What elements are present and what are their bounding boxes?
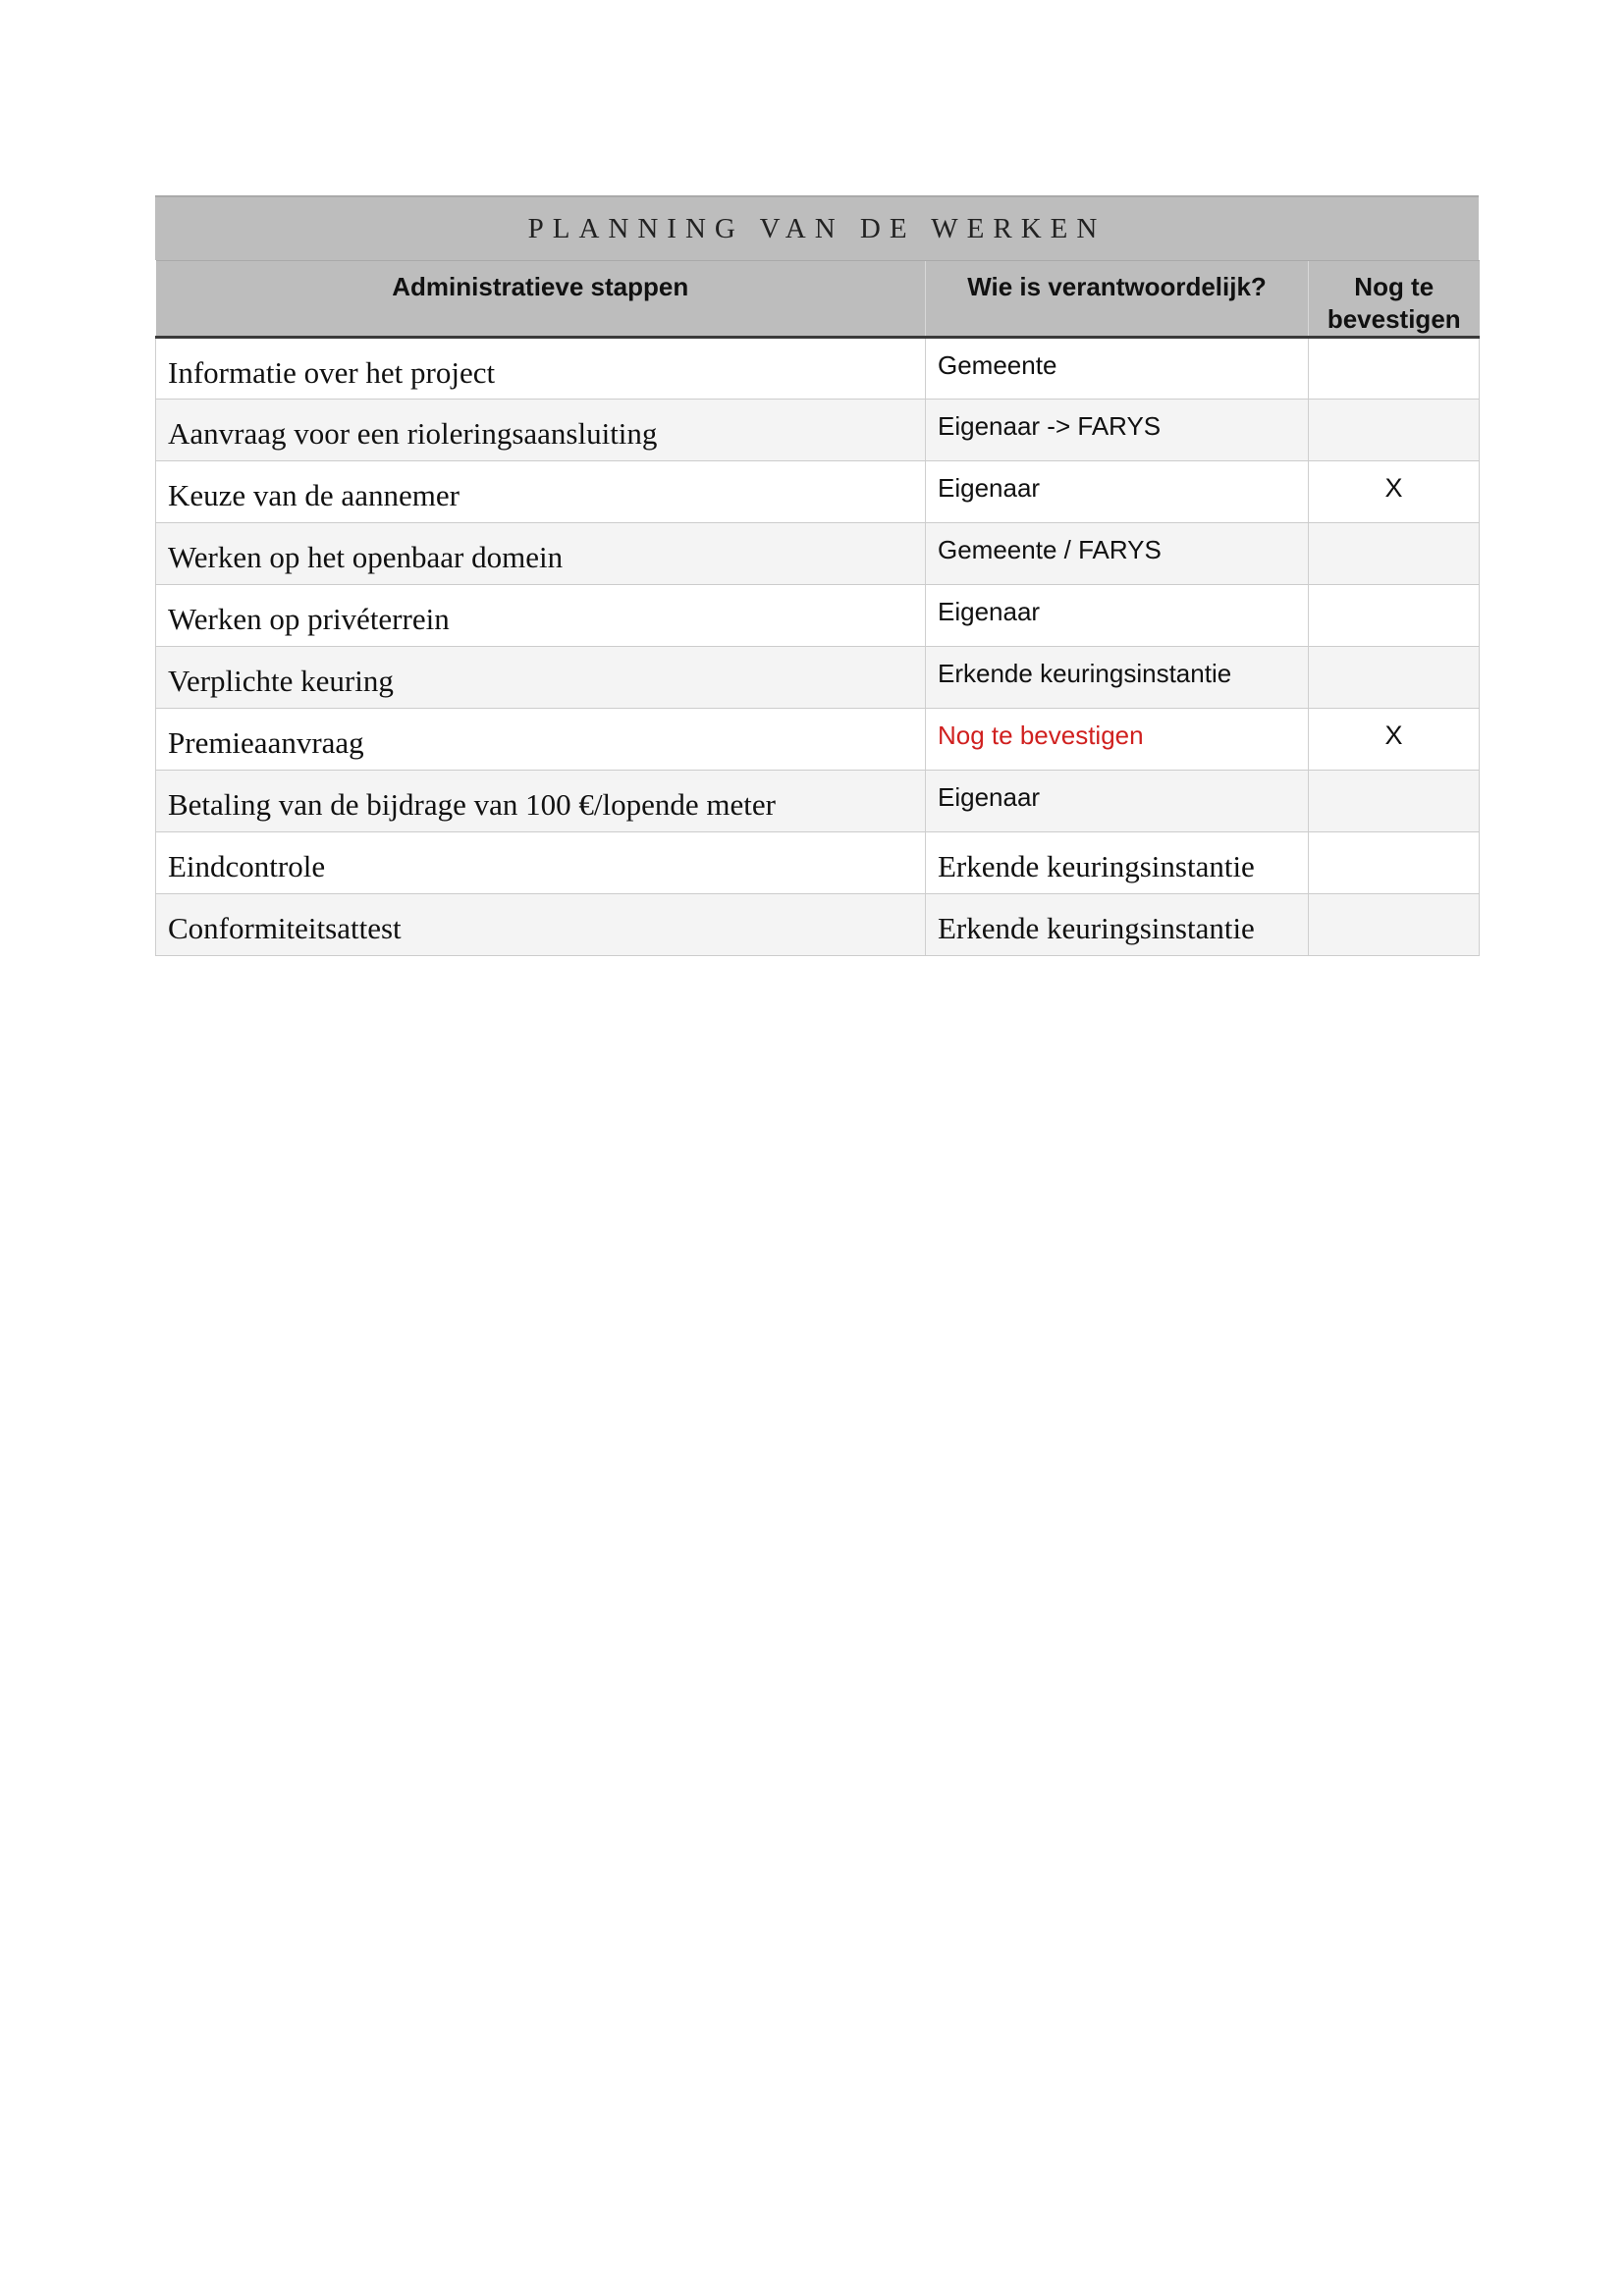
step-cell: Werken op het openbaar domein bbox=[156, 523, 926, 585]
step-cell: Werken op privéterrein bbox=[156, 585, 926, 647]
to-confirm-cell bbox=[1309, 832, 1480, 894]
step-cell: Conformiteitsattest bbox=[156, 894, 926, 956]
to-confirm-cell bbox=[1309, 894, 1480, 956]
table-row bbox=[156, 585, 1480, 647]
header-responsible: Wie is verantwoordelijk? bbox=[926, 261, 1309, 338]
step-cell: Keuze van de aannemer bbox=[156, 461, 926, 523]
header-to-confirm-line2: bevestigen bbox=[1326, 304, 1461, 334]
to-confirm-cell bbox=[1309, 338, 1480, 400]
to-confirm-cell bbox=[1309, 647, 1480, 709]
table-row bbox=[156, 523, 1480, 585]
header-to-confirm bbox=[1309, 261, 1480, 338]
to-confirm-cell: X bbox=[1309, 461, 1480, 523]
step-cell: Eindcontrole bbox=[156, 832, 926, 894]
table-row bbox=[156, 771, 1480, 832]
to-confirm-cell bbox=[1309, 400, 1480, 461]
responsible-cell: Eigenaar bbox=[926, 771, 1309, 832]
table-row bbox=[156, 647, 1480, 709]
responsible-cell: Eigenaar bbox=[926, 461, 1309, 523]
header-step: Administratieve stappen bbox=[156, 261, 926, 338]
responsible-cell: Gemeente bbox=[926, 338, 1309, 400]
to-confirm-cell: X bbox=[1309, 709, 1480, 771]
table-row bbox=[156, 338, 1480, 400]
step-cell: Premieaanvraag bbox=[156, 709, 926, 771]
step-cell: Verplichte keuring bbox=[156, 647, 926, 709]
step-cell: Informatie over het project bbox=[156, 338, 926, 400]
responsible-cell: Erkende keuringsinstantie bbox=[926, 832, 1309, 894]
table-row bbox=[156, 709, 1480, 771]
table-row bbox=[156, 400, 1480, 461]
planning-table-sheet bbox=[155, 195, 1479, 956]
table-row bbox=[156, 461, 1480, 523]
to-confirm-cell bbox=[1309, 523, 1480, 585]
table-row bbox=[156, 894, 1480, 956]
table-title: PLANNING VAN DE WERKEN bbox=[155, 195, 1479, 260]
responsible-cell: Gemeente / FARYS bbox=[926, 523, 1309, 585]
table-row bbox=[156, 832, 1480, 894]
header-to-confirm-line1: Nog te bbox=[1354, 272, 1435, 301]
to-confirm-cell bbox=[1309, 771, 1480, 832]
responsible-cell-pending: Nog te bevestigen bbox=[926, 709, 1309, 771]
responsible-cell: Erkende keuringsinstantie bbox=[926, 647, 1309, 709]
header-row bbox=[156, 261, 1480, 338]
step-cell: Aanvraag voor een rioleringsaansluiting bbox=[156, 400, 926, 461]
responsible-cell: Eigenaar bbox=[926, 585, 1309, 647]
planning-table bbox=[155, 260, 1480, 956]
responsible-cell: Eigenaar -> FARYS bbox=[926, 400, 1309, 461]
to-confirm-cell bbox=[1309, 585, 1480, 647]
responsible-cell: Erkende keuringsinstantie bbox=[926, 894, 1309, 956]
step-cell: Betaling van de bijdrage van 100 €/lopende meter bbox=[156, 771, 926, 832]
